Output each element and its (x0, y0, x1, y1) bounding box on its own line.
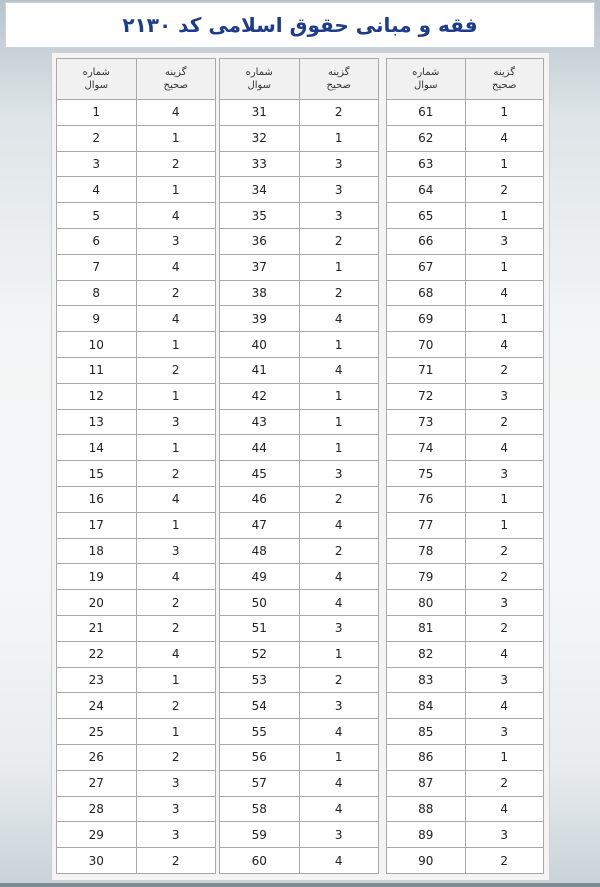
question-number-cell: 22 (57, 641, 137, 667)
table-row (57, 461, 216, 487)
question-number-header (220, 59, 300, 100)
correct-option-cell: 1 (299, 254, 379, 280)
question-number-cell: 17 (57, 512, 137, 538)
table-row (387, 512, 544, 538)
table-row (57, 280, 216, 306)
table-row (57, 693, 216, 719)
question-number-header-line: شماره (412, 67, 440, 78)
correct-option-cell: 2 (136, 280, 216, 306)
question-number-cell: 33 (220, 151, 300, 177)
question-number-cell: 56 (220, 744, 300, 770)
correct-option-cell: 2 (299, 667, 379, 693)
correct-option-cell: 4 (299, 770, 379, 796)
correct-option-header-line: صحیح (163, 80, 188, 91)
question-number-cell: 82 (387, 641, 466, 667)
question-number-cell: 68 (387, 280, 466, 306)
question-number-cell: 70 (387, 332, 466, 358)
correct-option-cell: 4 (299, 848, 379, 874)
correct-option-header-line: صحیح (492, 80, 517, 91)
question-number-cell: 69 (387, 306, 466, 332)
question-number-cell: 5 (57, 203, 137, 229)
question-number-cell: 15 (57, 461, 137, 487)
correct-option-cell: 3 (299, 615, 379, 641)
table-row (387, 100, 544, 126)
question-number-cell: 4 (57, 177, 137, 203)
correct-option-cell: 3 (299, 822, 379, 848)
correct-option-cell: 3 (136, 228, 216, 254)
correct-option-cell: 3 (136, 796, 216, 822)
table-row (220, 796, 379, 822)
question-number-cell: 57 (220, 770, 300, 796)
question-number-cell: 86 (387, 744, 466, 770)
table-row (220, 100, 379, 126)
table-row (387, 332, 544, 358)
question-number-cell: 38 (220, 280, 300, 306)
correct-option-cell: 1 (136, 125, 216, 151)
table-row (57, 590, 216, 616)
table-row (57, 151, 216, 177)
question-number-cell: 80 (387, 590, 466, 616)
question-number-cell: 31 (220, 100, 300, 126)
table-row (57, 254, 216, 280)
correct-option-cell: 1 (465, 744, 544, 770)
correct-option-cell: 4 (465, 332, 544, 358)
question-number-cell: 61 (387, 100, 466, 126)
question-number-cell: 44 (220, 435, 300, 461)
correct-option-cell: 3 (465, 228, 544, 254)
correct-option-cell: 4 (299, 512, 379, 538)
table-row (220, 332, 379, 358)
table-row (387, 693, 544, 719)
question-number-cell: 59 (220, 822, 300, 848)
question-number-cell: 66 (387, 228, 466, 254)
correct-option-cell: 2 (465, 177, 544, 203)
correct-option-cell: 4 (299, 590, 379, 616)
correct-option-cell: 3 (299, 693, 379, 719)
question-number-cell: 43 (220, 409, 300, 435)
question-number-cell: 37 (220, 254, 300, 280)
question-number-cell: 19 (57, 564, 137, 590)
table-row (57, 306, 216, 332)
correct-option-cell: 1 (136, 667, 216, 693)
table-row (387, 744, 544, 770)
table-row (387, 667, 544, 693)
question-number-cell: 3 (57, 151, 137, 177)
table-row (220, 357, 379, 383)
correct-option-cell: 1 (465, 306, 544, 332)
question-number-cell: 72 (387, 383, 466, 409)
table-row (387, 280, 544, 306)
table-row (57, 770, 216, 796)
correct-option-cell: 3 (299, 461, 379, 487)
correct-option-cell: 1 (465, 203, 544, 229)
question-number-cell: 83 (387, 667, 466, 693)
question-number-cell: 73 (387, 409, 466, 435)
answer-table-3 (386, 58, 544, 874)
correct-option-cell: 4 (465, 435, 544, 461)
correct-option-cell: 2 (465, 564, 544, 590)
table-row (57, 228, 216, 254)
table-row (220, 538, 379, 564)
correct-option-cell: 2 (465, 357, 544, 383)
correct-option-cell: 4 (465, 796, 544, 822)
correct-option-header-line: گزینه (328, 67, 350, 78)
question-number-cell: 88 (387, 796, 466, 822)
correct-option-cell: 3 (465, 719, 544, 745)
table-row (387, 177, 544, 203)
correct-option-cell: 4 (136, 306, 216, 332)
question-number-cell: 21 (57, 615, 137, 641)
question-number-cell: 50 (220, 590, 300, 616)
table-row (57, 332, 216, 358)
table-row (57, 848, 216, 874)
table-row (220, 667, 379, 693)
table-row (220, 306, 379, 332)
correct-option-cell: 4 (136, 486, 216, 512)
table-row (387, 254, 544, 280)
table-row (220, 280, 379, 306)
question-number-header-line: شماره (245, 67, 273, 78)
table-row (57, 177, 216, 203)
question-number-cell: 12 (57, 383, 137, 409)
question-number-cell: 8 (57, 280, 137, 306)
question-number-cell: 51 (220, 615, 300, 641)
table-row (387, 435, 544, 461)
question-number-cell: 16 (57, 486, 137, 512)
correct-option-cell: 2 (136, 151, 216, 177)
correct-option-cell: 1 (136, 512, 216, 538)
question-number-cell: 65 (387, 203, 466, 229)
table-row (220, 641, 379, 667)
correct-option-cell: 1 (299, 383, 379, 409)
table-row (57, 383, 216, 409)
table-row (220, 770, 379, 796)
question-number-cell: 77 (387, 512, 466, 538)
question-number-cell: 52 (220, 641, 300, 667)
table-row (387, 357, 544, 383)
table-row (220, 435, 379, 461)
table-row (57, 796, 216, 822)
table-row (387, 822, 544, 848)
question-number-cell: 49 (220, 564, 300, 590)
title-banner (5, 2, 595, 48)
table-row (220, 151, 379, 177)
correct-option-cell: 2 (299, 100, 379, 126)
question-number-cell: 90 (387, 848, 466, 874)
question-number-cell: 46 (220, 486, 300, 512)
table-row (220, 228, 379, 254)
question-number-cell: 29 (57, 822, 137, 848)
question-number-cell: 55 (220, 719, 300, 745)
table-row (220, 177, 379, 203)
question-number-header (387, 59, 466, 100)
table-row (220, 125, 379, 151)
question-number-cell: 2 (57, 125, 137, 151)
table-header-row (57, 59, 216, 100)
table-row (57, 409, 216, 435)
correct-option-cell: 1 (465, 486, 544, 512)
question-number-cell: 36 (220, 228, 300, 254)
table-row (387, 564, 544, 590)
correct-option-cell: 4 (136, 564, 216, 590)
correct-option-cell: 1 (299, 435, 379, 461)
correct-option-cell: 1 (299, 409, 379, 435)
correct-option-cell: 2 (299, 280, 379, 306)
table-row (387, 409, 544, 435)
question-number-cell: 58 (220, 796, 300, 822)
table-row (387, 590, 544, 616)
table-row (387, 151, 544, 177)
page-title: فقه و مبانی حقوق اسلامی کد ۲۱۳۰ (122, 13, 478, 37)
question-number-header-line: سوال (84, 80, 109, 91)
table-row (387, 203, 544, 229)
table-row (220, 615, 379, 641)
question-number-cell: 76 (387, 486, 466, 512)
correct-option-cell: 1 (299, 744, 379, 770)
table-row (387, 461, 544, 487)
correct-option-cell: 2 (136, 848, 216, 874)
correct-option-cell: 1 (136, 435, 216, 461)
table-row (57, 719, 216, 745)
question-number-cell: 84 (387, 693, 466, 719)
table-row (387, 848, 544, 874)
correct-option-cell: 1 (465, 512, 544, 538)
table-row (220, 409, 379, 435)
question-number-header (57, 59, 137, 100)
table-row (57, 100, 216, 126)
question-number-cell: 34 (220, 177, 300, 203)
question-number-cell: 79 (387, 564, 466, 590)
table-row (387, 719, 544, 745)
table-row (220, 744, 379, 770)
table-row (57, 564, 216, 590)
question-number-cell: 54 (220, 693, 300, 719)
correct-option-cell: 1 (299, 641, 379, 667)
table-row (220, 719, 379, 745)
question-number-cell: 18 (57, 538, 137, 564)
question-number-cell: 23 (57, 667, 137, 693)
question-number-cell: 40 (220, 332, 300, 358)
question-number-cell: 89 (387, 822, 466, 848)
question-number-header-line: شماره (82, 67, 110, 78)
correct-option-cell: 4 (136, 641, 216, 667)
correct-option-cell: 3 (136, 538, 216, 564)
question-number-cell: 30 (57, 848, 137, 874)
correct-option-cell: 1 (136, 719, 216, 745)
correct-option-cell: 2 (136, 357, 216, 383)
correct-option-cell: 2 (299, 538, 379, 564)
table-row (57, 667, 216, 693)
question-number-cell: 24 (57, 693, 137, 719)
correct-option-header-line: گزینه (493, 67, 515, 78)
correct-option-cell: 1 (136, 383, 216, 409)
question-number-cell: 32 (220, 125, 300, 151)
correct-option-cell: 1 (465, 100, 544, 126)
correct-option-cell: 2 (136, 615, 216, 641)
question-number-cell: 25 (57, 719, 137, 745)
correct-option-cell: 2 (465, 409, 544, 435)
correct-option-cell: 1 (299, 332, 379, 358)
table-row (57, 512, 216, 538)
correct-option-cell: 2 (136, 461, 216, 487)
correct-option-cell: 3 (465, 590, 544, 616)
table-row (57, 822, 216, 848)
correct-option-cell: 2 (465, 770, 544, 796)
table-row (57, 357, 216, 383)
table-header-row (387, 59, 544, 100)
question-number-cell: 42 (220, 383, 300, 409)
table-row (57, 435, 216, 461)
correct-option-cell: 4 (299, 306, 379, 332)
question-number-cell: 53 (220, 667, 300, 693)
correct-option-header (299, 59, 379, 100)
question-number-cell: 39 (220, 306, 300, 332)
question-number-cell: 45 (220, 461, 300, 487)
question-number-cell: 35 (220, 203, 300, 229)
question-number-cell: 28 (57, 796, 137, 822)
table-row (387, 125, 544, 151)
question-number-cell: 11 (57, 357, 137, 383)
table-row (387, 538, 544, 564)
question-number-cell: 6 (57, 228, 137, 254)
correct-option-cell: 4 (136, 203, 216, 229)
correct-option-cell: 3 (465, 667, 544, 693)
table-row (220, 693, 379, 719)
correct-option-cell: 4 (465, 641, 544, 667)
correct-option-cell: 2 (136, 744, 216, 770)
correct-option-cell: 3 (465, 461, 544, 487)
correct-option-cell: 1 (136, 332, 216, 358)
question-number-cell: 63 (387, 151, 466, 177)
table-row (57, 744, 216, 770)
correct-option-cell: 1 (136, 177, 216, 203)
question-number-cell: 13 (57, 409, 137, 435)
correct-option-cell: 1 (465, 254, 544, 280)
correct-option-cell: 1 (465, 151, 544, 177)
question-number-cell: 20 (57, 590, 137, 616)
correct-option-cell: 4 (136, 254, 216, 280)
correct-option-header-line: صحیح (326, 80, 351, 91)
correct-option-cell: 2 (299, 486, 379, 512)
answer-table-1 (56, 58, 216, 874)
table-row (387, 306, 544, 332)
table-row (57, 486, 216, 512)
table-row (57, 203, 216, 229)
question-number-header-line: سوال (247, 80, 272, 91)
correct-option-cell: 2 (465, 538, 544, 564)
question-number-cell: 74 (387, 435, 466, 461)
question-number-cell: 47 (220, 512, 300, 538)
question-number-cell: 7 (57, 254, 137, 280)
question-number-cell: 27 (57, 770, 137, 796)
table-row (387, 796, 544, 822)
table-row (220, 486, 379, 512)
question-number-cell: 41 (220, 357, 300, 383)
correct-option-cell: 4 (465, 125, 544, 151)
question-number-cell: 75 (387, 461, 466, 487)
question-number-cell: 10 (57, 332, 137, 358)
table-row (220, 461, 379, 487)
question-number-cell: 60 (220, 848, 300, 874)
table-row (387, 770, 544, 796)
table-row (387, 615, 544, 641)
correct-option-cell: 3 (299, 203, 379, 229)
correct-option-cell: 4 (299, 357, 379, 383)
correct-option-header (136, 59, 216, 100)
correct-option-header-line: گزینه (165, 67, 187, 78)
table-header-row (220, 59, 379, 100)
correct-option-cell: 2 (136, 590, 216, 616)
table-row (220, 590, 379, 616)
table-row (387, 228, 544, 254)
table-row (387, 641, 544, 667)
correct-option-cell: 3 (465, 822, 544, 848)
correct-option-cell: 3 (136, 409, 216, 435)
correct-option-cell: 3 (136, 770, 216, 796)
answer-table-2 (219, 58, 379, 874)
table-row (57, 125, 216, 151)
question-number-cell: 26 (57, 744, 137, 770)
question-number-cell: 9 (57, 306, 137, 332)
correct-option-cell: 4 (299, 564, 379, 590)
correct-option-cell: 3 (465, 383, 544, 409)
correct-option-cell: 2 (136, 693, 216, 719)
question-number-cell: 87 (387, 770, 466, 796)
question-number-cell: 81 (387, 615, 466, 641)
correct-option-cell: 3 (136, 822, 216, 848)
question-number-cell: 62 (387, 125, 466, 151)
correct-option-cell: 4 (136, 100, 216, 126)
bottom-divider (0, 883, 600, 887)
correct-option-cell: 3 (299, 151, 379, 177)
correct-option-cell: 3 (299, 177, 379, 203)
table-row (220, 203, 379, 229)
table-row (57, 641, 216, 667)
question-number-cell: 85 (387, 719, 466, 745)
correct-option-header (465, 59, 544, 100)
correct-option-cell: 2 (299, 228, 379, 254)
question-number-cell: 78 (387, 538, 466, 564)
correct-option-cell: 4 (465, 693, 544, 719)
table-row (220, 254, 379, 280)
table-row (387, 486, 544, 512)
correct-option-cell: 2 (465, 848, 544, 874)
table-row (220, 822, 379, 848)
question-number-cell: 64 (387, 177, 466, 203)
table-row (57, 538, 216, 564)
table-row (220, 564, 379, 590)
question-number-cell: 48 (220, 538, 300, 564)
table-row (220, 848, 379, 874)
question-number-cell: 67 (387, 254, 466, 280)
correct-option-cell: 4 (465, 280, 544, 306)
table-row (57, 615, 216, 641)
question-number-header-line: سوال (413, 80, 438, 91)
table-row (220, 383, 379, 409)
table-row (220, 512, 379, 538)
question-number-cell: 1 (57, 100, 137, 126)
correct-option-cell: 4 (299, 796, 379, 822)
correct-option-cell: 4 (299, 719, 379, 745)
table-row (387, 383, 544, 409)
correct-option-cell: 2 (465, 615, 544, 641)
correct-option-cell: 1 (299, 125, 379, 151)
question-number-cell: 14 (57, 435, 137, 461)
question-number-cell: 71 (387, 357, 466, 383)
